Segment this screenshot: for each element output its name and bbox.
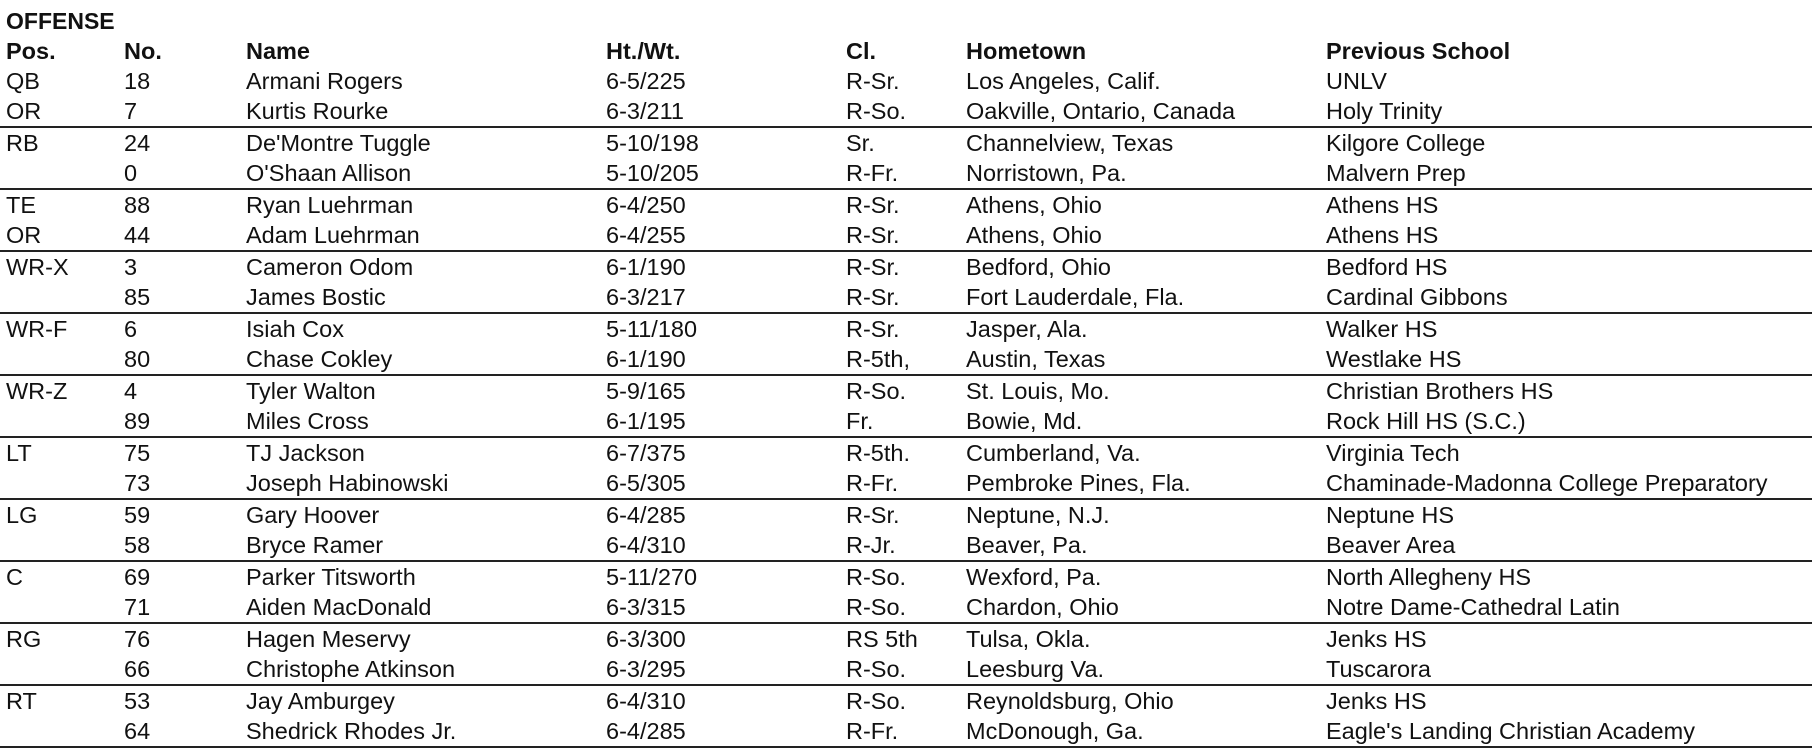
table-row (0, 344, 1812, 375)
cell-class: R-Fr. (846, 160, 899, 186)
cell-htwt: 6-3/217 (606, 284, 686, 310)
cell-previous-school: Bedford HS (1326, 254, 1448, 280)
cell-htwt: 6-1/195 (606, 408, 686, 434)
table-row (0, 251, 1812, 282)
cell-htwt: 6-5/225 (606, 68, 686, 94)
cell-name: De'Montre Tuggle (246, 130, 431, 156)
cell-htwt: 6-3/315 (606, 594, 686, 620)
position-group (0, 127, 1812, 189)
cell-name: Joseph Habinowski (246, 470, 449, 496)
table-row (0, 375, 1812, 406)
cell-previous-school: Malvern Prep (1326, 160, 1466, 186)
table-row (0, 66, 1812, 96)
table-row (0, 592, 1812, 623)
cell-previous-school: Christian Brothers HS (1326, 378, 1554, 404)
depth-chart-table (0, 36, 1812, 748)
cell-no: 59 (124, 502, 151, 528)
table-row (0, 623, 1812, 654)
table-row (0, 158, 1812, 189)
cell-no: 75 (124, 440, 151, 466)
cell-no: 18 (124, 68, 151, 94)
cell-pos: QB (6, 68, 40, 94)
table-row (0, 561, 1812, 592)
cell-no: 24 (124, 130, 151, 156)
cell-hometown: Cumberland, Va. (966, 440, 1141, 466)
cell-hometown: Los Angeles, Calif. (966, 68, 1161, 94)
cell-no: 89 (124, 408, 151, 434)
header-row (0, 36, 1812, 66)
table-row (0, 127, 1812, 158)
cell-hometown: Leesburg Va. (966, 656, 1105, 682)
cell-previous-school: Chaminade-Madonna College Preparatory (1326, 470, 1768, 496)
cell-name: Ryan Luehrman (246, 192, 414, 218)
cell-htwt: 6-4/310 (606, 532, 686, 558)
cell-hometown: Oakville, Ontario, Canada (966, 98, 1236, 124)
table-header (0, 36, 1812, 66)
cell-previous-school: Jenks HS (1326, 626, 1427, 652)
cell-previous-school: Jenks HS (1326, 688, 1427, 714)
cell-pos: WR-X (6, 254, 69, 280)
position-group (0, 561, 1812, 623)
header-no: No. (124, 38, 162, 64)
position-group (0, 499, 1812, 561)
cell-name: Isiah Cox (246, 316, 344, 342)
cell-previous-school: Holy Trinity (1326, 98, 1443, 124)
cell-name: Kurtis Rourke (246, 98, 389, 124)
cell-previous-school: Virginia Tech (1326, 440, 1460, 466)
cell-name: Miles Cross (246, 408, 369, 434)
cell-no: 73 (124, 470, 151, 496)
cell-no: 7 (124, 98, 138, 124)
cell-previous-school: Westlake HS (1326, 346, 1462, 372)
cell-pos (0, 282, 118, 313)
cell-previous-school: Notre Dame-Cathedral Latin (1326, 594, 1620, 620)
cell-hometown: Austin, Texas (966, 346, 1106, 372)
cell-no: 88 (124, 192, 151, 218)
cell-class: R-So. (846, 564, 907, 590)
position-group (0, 623, 1812, 685)
table-row (0, 220, 1812, 251)
cell-class: R-So. (846, 656, 907, 682)
cell-name: Jay Amburgey (246, 688, 395, 714)
cell-class: R-Sr. (846, 192, 900, 218)
header-htwt: Ht./Wt. (606, 38, 681, 64)
cell-no: 66 (124, 656, 151, 682)
cell-pos: OR (6, 98, 42, 124)
cell-class: R-Sr. (846, 316, 900, 342)
cell-no: 44 (124, 222, 151, 248)
cell-pos: TE (6, 192, 37, 218)
cell-class: R-Sr. (846, 284, 900, 310)
position-group (0, 313, 1812, 375)
cell-name: Chase Cokley (246, 346, 393, 372)
cell-previous-school: Cardinal Gibbons (1326, 284, 1508, 310)
cell-hometown: Reynoldsburg, Ohio (966, 688, 1174, 714)
cell-pos: C (6, 564, 23, 590)
cell-hometown: Chardon, Ohio (966, 594, 1119, 620)
cell-pos: RB (6, 130, 39, 156)
table-row (0, 189, 1812, 220)
table-row (0, 685, 1812, 716)
cell-class: R-So. (846, 594, 907, 620)
cell-pos: LG (6, 502, 38, 528)
cell-hometown: McDonough, Ga. (966, 718, 1144, 744)
cell-pos: RG (6, 626, 42, 652)
cell-hometown: Tulsa, Okla. (966, 626, 1091, 652)
cell-name: Tyler Walton (246, 378, 376, 404)
cell-name: Gary Hoover (246, 502, 380, 528)
cell-previous-school: Tuscarora (1326, 656, 1431, 682)
cell-previous-school: North Allegheny HS (1326, 564, 1532, 590)
cell-class: R-5th, (846, 346, 910, 372)
cell-hometown: Channelview, Texas (966, 130, 1174, 156)
cell-name: Adam Luehrman (246, 222, 420, 248)
cell-htwt: 6-3/300 (606, 626, 686, 652)
cell-name: Cameron Odom (246, 254, 414, 280)
cell-hometown: Pembroke Pines, Fla. (966, 470, 1191, 496)
cell-htwt: 6-4/310 (606, 688, 686, 714)
position-group (0, 189, 1812, 251)
cell-hometown: St. Louis, Mo. (966, 378, 1110, 404)
cell-htwt: 6-7/375 (606, 440, 686, 466)
cell-name: Aiden MacDonald (246, 594, 432, 620)
cell-htwt: 6-4/250 (606, 192, 686, 218)
cell-htwt: 5-10/205 (606, 160, 699, 186)
cell-hometown: Athens, Ohio (966, 192, 1102, 218)
header-pos: Pos. (6, 38, 56, 64)
cell-hometown: Beaver, Pa. (966, 532, 1088, 558)
cell-pos: OR (6, 222, 42, 248)
cell-previous-school: UNLV (1326, 68, 1387, 94)
cell-previous-school: Athens HS (1326, 192, 1439, 218)
cell-hometown: Jasper, Ala. (966, 316, 1088, 342)
position-group (0, 375, 1812, 437)
table-row (0, 468, 1812, 499)
position-group (0, 437, 1812, 499)
section-title: OFFENSE (6, 8, 115, 34)
cell-name: James Bostic (246, 284, 386, 310)
table-row (0, 499, 1812, 530)
cell-class: R-Sr. (846, 222, 900, 248)
cell-hometown: Neptune, N.J. (966, 502, 1110, 528)
cell-class: R-Jr. (846, 532, 896, 558)
cell-no: 71 (124, 594, 151, 620)
cell-htwt: 6-4/255 (606, 222, 686, 248)
table-row (0, 282, 1812, 313)
cell-htwt: 5-11/270 (606, 564, 698, 590)
cell-htwt: 6-4/285 (606, 502, 686, 528)
cell-no: 3 (124, 254, 138, 280)
table-row (0, 716, 1812, 747)
cell-class: Fr. (846, 408, 874, 434)
cell-hometown: Athens, Ohio (966, 222, 1102, 248)
table-row (0, 437, 1812, 468)
cell-no: 85 (124, 284, 151, 310)
header-name: Name (246, 38, 311, 64)
cell-class: R-Sr. (846, 254, 900, 280)
cell-previous-school: Rock Hill HS (S.C.) (1326, 408, 1526, 434)
table-row (0, 406, 1812, 437)
cell-class: R-So. (846, 688, 907, 714)
cell-htwt: 6-1/190 (606, 254, 686, 280)
cell-pos (0, 530, 118, 561)
cell-class: R-Fr. (846, 470, 899, 496)
cell-previous-school: Eagle's Landing Christian Academy (1326, 718, 1695, 744)
cell-pos: LT (6, 440, 32, 466)
cell-hometown: Norristown, Pa. (966, 160, 1127, 186)
cell-no: 80 (124, 346, 151, 372)
header-class: Cl. (846, 38, 877, 64)
cell-no: 64 (124, 718, 151, 744)
position-group (0, 251, 1812, 313)
cell-name: Armani Rogers (246, 68, 403, 94)
cell-previous-school: Neptune HS (1326, 502, 1455, 528)
cell-previous-school: Walker HS (1326, 316, 1438, 342)
cell-name: Bryce Ramer (246, 532, 384, 558)
table-row (0, 96, 1812, 127)
cell-class: R-Sr. (846, 502, 900, 528)
cell-hometown: Wexford, Pa. (966, 564, 1102, 590)
cell-class: R-So. (846, 98, 907, 124)
cell-pos (0, 654, 118, 685)
cell-class: Sr. (846, 130, 875, 156)
cell-pos (0, 344, 118, 375)
cell-pos: RT (6, 688, 37, 714)
cell-pos (0, 716, 118, 747)
position-group (0, 685, 1812, 747)
cell-no: 0 (124, 160, 138, 186)
cell-pos: WR-Z (6, 378, 68, 404)
cell-htwt: 6-5/305 (606, 470, 686, 496)
table-row (0, 530, 1812, 561)
cell-name: Hagen Meservy (246, 626, 411, 652)
cell-name: Shedrick Rhodes Jr. (246, 718, 457, 744)
cell-class: RS 5th (846, 626, 918, 652)
cell-htwt: 6-4/285 (606, 718, 686, 744)
cell-no: 4 (124, 378, 138, 404)
cell-name: O'Shaan Allison (246, 160, 412, 186)
cell-htwt: 5-11/180 (606, 316, 698, 342)
cell-no: 6 (124, 316, 138, 342)
cell-previous-school: Beaver Area (1326, 532, 1456, 558)
cell-htwt: 6-1/190 (606, 346, 686, 372)
header-previous-school: Previous School (1326, 38, 1511, 64)
cell-class: R-Fr. (846, 718, 899, 744)
cell-pos: WR-F (6, 316, 68, 342)
cell-htwt: 6-3/211 (606, 98, 684, 124)
cell-no: 76 (124, 626, 151, 652)
cell-class: R-Sr. (846, 68, 900, 94)
table-row (0, 313, 1812, 344)
cell-class: R-5th. (846, 440, 910, 466)
cell-pos (0, 592, 118, 623)
cell-name: TJ Jackson (246, 440, 365, 466)
cell-pos (0, 406, 118, 437)
cell-hometown: Bowie, Md. (966, 408, 1083, 434)
cell-pos (0, 468, 118, 499)
cell-name: Parker Titsworth (246, 564, 416, 590)
cell-previous-school: Athens HS (1326, 222, 1439, 248)
table-row (0, 654, 1812, 685)
cell-class: R-So. (846, 378, 907, 404)
cell-hometown: Fort Lauderdale, Fla. (966, 284, 1185, 310)
cell-htwt: 5-9/165 (606, 378, 686, 404)
cell-no: 69 (124, 564, 151, 590)
cell-htwt: 5-10/198 (606, 130, 699, 156)
cell-no: 53 (124, 688, 151, 714)
cell-hometown: Bedford, Ohio (966, 254, 1112, 280)
cell-pos (0, 158, 118, 189)
header-hometown: Hometown (966, 38, 1087, 64)
cell-name: Christophe Atkinson (246, 656, 456, 682)
cell-no: 58 (124, 532, 151, 558)
position-group (0, 66, 1812, 127)
cell-previous-school: Kilgore College (1326, 130, 1486, 156)
cell-htwt: 6-3/295 (606, 656, 686, 682)
